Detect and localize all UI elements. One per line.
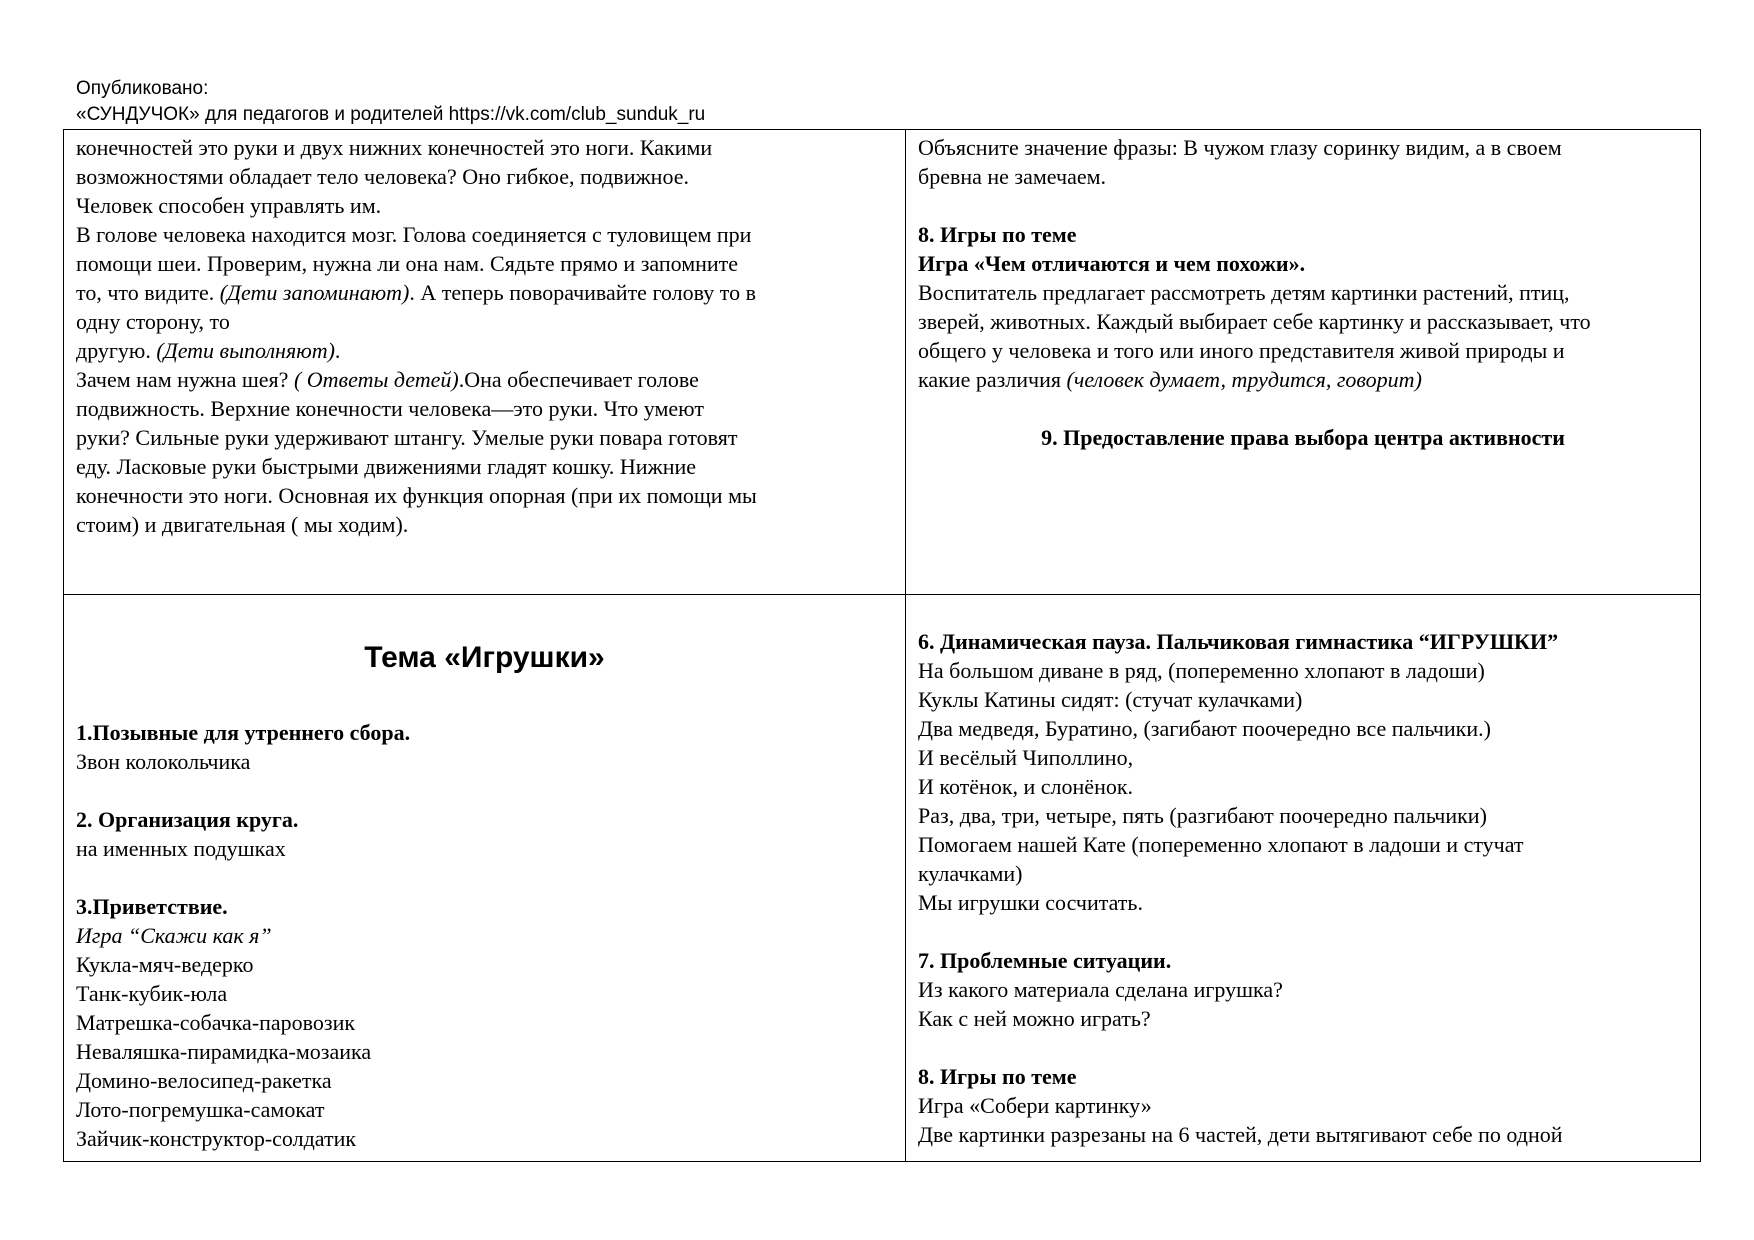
text-line: бревна не замечаем. xyxy=(918,164,1107,189)
spacer xyxy=(918,598,1688,627)
verse-line: Раз, два, три, четыре, пять (разгибают поочередно пальчики) xyxy=(918,803,1487,828)
text-line: В голове человека находится мозг. Голова соединяется с туловищем при xyxy=(76,222,752,247)
cell-bottom-left xyxy=(64,595,906,1162)
italic-remark: (Дети выполняют) xyxy=(156,338,335,363)
list-item: Матрешка-собачка-паровозик xyxy=(76,1010,356,1035)
text-line: возможностями обладает тело человека? Оно гибкое, подвижное. xyxy=(76,164,689,189)
text-line: Две картинки разрезаны на 6 частей, дети вытягивают себе по одной xyxy=(918,1122,1563,1147)
section-heading-8: 8. Игры по теме xyxy=(918,222,1077,247)
spacer xyxy=(918,394,1688,423)
text-segment: то, что видите. xyxy=(76,280,220,305)
game-title: Игра «Чем отличаются и чем похожи». xyxy=(918,251,1306,276)
section-heading-1: 1.Позывные для утреннего сбора. xyxy=(76,720,411,745)
game-title: Игра «Собери картинку» xyxy=(918,1093,1152,1118)
section-heading-7: 7. Проблемные ситуации. xyxy=(918,948,1172,973)
section-heading-8: 8. Игры по теме xyxy=(918,1064,1077,1089)
spacer xyxy=(76,863,893,892)
cell-top-left xyxy=(64,130,906,595)
verse-line: кулачками) xyxy=(918,861,1023,886)
text-line: Из какого материала сделана игрушка? xyxy=(918,977,1283,1002)
spacer xyxy=(918,917,1688,946)
text-line: общего у человека и того или иного представителя живой природы и xyxy=(918,338,1565,363)
publication-header xyxy=(76,76,705,128)
text-line: конечностей это руки и двух нижних конечностей это ноги. Какими xyxy=(76,135,713,160)
text-line xyxy=(76,336,893,365)
section-heading-6: 6. Динамическая пауза. Пальчиковая гимнастика “ИГРУШКИ” xyxy=(918,629,1559,654)
text-line: Воспитатель предлагает рассмотреть детям картинки растений, птиц, xyxy=(918,280,1570,305)
list-item: Зайчик-конструктор-солдатик xyxy=(76,1126,357,1151)
text-segment: . А теперь поворачивайте голову то в xyxy=(409,280,756,305)
italic-remark: ( Ответы детей) xyxy=(293,367,459,392)
theme-title: Тема «Игрушки» xyxy=(364,641,605,674)
text-line xyxy=(918,365,1688,394)
verse-line: Мы игрушки сосчитать. xyxy=(918,890,1143,915)
text-line: еду. Ласковые руки быстрыми движениями гладят кошку. Нижние xyxy=(76,454,697,479)
spacer xyxy=(918,191,1688,220)
text-line: конечности это ноги. Основная их функция опорная (при их помощи мы xyxy=(76,483,757,508)
table-row xyxy=(64,595,1701,1162)
publisher-line: «СУНДУЧОК» для педагогов и родителей https://vk.com/club_sunduk_ru xyxy=(76,104,706,125)
text-line: на именных подушках xyxy=(76,836,286,861)
list-item: Лото-погремушка-самокат xyxy=(76,1097,325,1122)
section-heading-9: 9. Предоставление права выбора центра активности xyxy=(1041,425,1565,450)
section-heading-3: 3.Приветствие. xyxy=(76,894,228,919)
text-line: помощи шеи. Проверим, нужна ли она нам. Сядьте прямо и запомните xyxy=(76,251,739,276)
list-item: Танк-кубик-юла xyxy=(76,981,228,1006)
text-segment: другую. xyxy=(76,338,157,363)
game-title: Игра “Скажи как я” xyxy=(76,923,272,948)
content-table xyxy=(63,129,1701,1162)
text-line: стоим) и двигательная ( мы ходим). xyxy=(76,512,409,537)
text-line: руки? Сильные руки удерживают штангу. Умелые руки повара готовят xyxy=(76,425,738,450)
list-item: Кукла-мяч-ведерко xyxy=(76,952,254,977)
list-item: Неваляшка-пирамидка-мозаика xyxy=(76,1039,372,1064)
spacer xyxy=(918,1033,1688,1062)
italic-remark: (Дети запоминают) xyxy=(219,280,410,305)
text-line xyxy=(76,278,893,307)
verse-line: Два медведя, Буратино, (загибают поочередно все пальчики.) xyxy=(918,716,1491,741)
text-line: зверей, животных. Каждый выбирает себе картинку и рассказывает, что xyxy=(918,309,1591,334)
list-item: Домино-велосипед-ракетка xyxy=(76,1068,332,1093)
text-line: Как с ней можно играть? xyxy=(918,1006,1151,1031)
text-line: Человек способен управлять им. xyxy=(76,193,382,218)
verse-line: Помогаем нашей Кате (попеременно хлопают в ладоши и стучат xyxy=(918,832,1524,857)
verse-line: И котёнок, и слонёнок. xyxy=(918,774,1134,799)
cell-bottom-right xyxy=(906,595,1701,1162)
text-line: Звон колокольчика xyxy=(76,749,251,774)
text-line: подвижность. Верхние конечности человека—это руки. Что умеют xyxy=(76,396,704,421)
verse-line: На большом диване в ряд, (попеременно хлопают в ладоши) xyxy=(918,658,1485,683)
italic-remark: (человек думает, трудится, говорит) xyxy=(1066,367,1422,392)
published-label: Опубликовано: xyxy=(76,78,209,99)
cell-top-right xyxy=(906,130,1701,595)
text-segment: Зачем нам нужна шея? xyxy=(76,367,294,392)
text-segment: какие различия xyxy=(918,367,1067,392)
text-line: одну сторону, то xyxy=(76,309,230,334)
text-segment: . xyxy=(334,338,341,363)
text-line: Объясните значение фразы: В чужом глазу соринку видим, а в своем xyxy=(918,135,1562,160)
table-row xyxy=(64,130,1701,595)
verse-line: Куклы Катины сидят: (стучат кулачками) xyxy=(918,687,1303,712)
verse-line: И весёлый Чиполлино, xyxy=(918,745,1134,770)
text-line xyxy=(76,365,893,394)
text-segment: .Она обеспечивает голове xyxy=(458,367,699,392)
section-heading-2: 2. Организация круга. xyxy=(76,807,299,832)
spacer xyxy=(76,776,893,805)
